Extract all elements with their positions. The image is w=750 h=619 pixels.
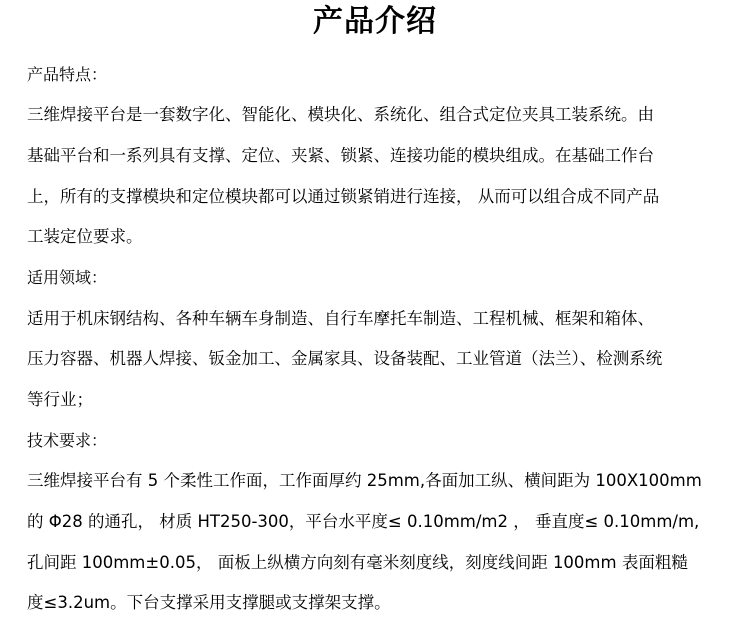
body-line: 度≤3.2um。下台支撑采用支撑腿或支撑架支撑。 [27, 593, 391, 612]
body-line: 基础平台和一系列具有支撑、定位、夹紧、锁紧、连接功能的模块组成。在基础工作台 [27, 146, 654, 165]
section-heading-applications: 适用领域： [27, 268, 108, 287]
body-line: 孔间距 100mm±0.05， 面板上纵横方向刻有毫米刻度线，刻度线间距 100mm 表面粗糙 [27, 553, 688, 572]
body-line: 三维焊接平台有 5 个柔性工作面，工作面厚约 25mm,各面加工纵、横间距为 100X100mm [27, 471, 702, 490]
body-line: 三维焊接平台是一套数字化、智能化、模块化、系统化、组合式定位夹具工装系统。由 [27, 105, 654, 124]
body-line: 工装定位要求。 [27, 227, 143, 246]
body-line: 的 Φ28 的通孔， 材质 HT250-300，平台水平度≤ 0.10mm/m2 ， 垂直度≤ 0.10mm/m, [27, 512, 700, 531]
page-title: 产品介绍 [313, 4, 437, 39]
section-heading-technical: 技术要求： [27, 431, 108, 450]
body-line: 压力容器、机器人焊接、钣金加工、金属家具、设备装配、工业管道（法兰）、检测系统 [27, 349, 663, 368]
body-line: 等行业； [27, 390, 93, 409]
section-heading-features: 产品特点： [27, 65, 108, 84]
body-line: 适用于机床钢结构、各种车辆车身制造、自行车摩托车制造、工程机械、框架和箱体、 [27, 309, 654, 328]
body-line: 上，所有的支撑模块和定位模块都可以通过锁紧销进行连接， 从而可以组合成不同产品 [27, 187, 660, 206]
